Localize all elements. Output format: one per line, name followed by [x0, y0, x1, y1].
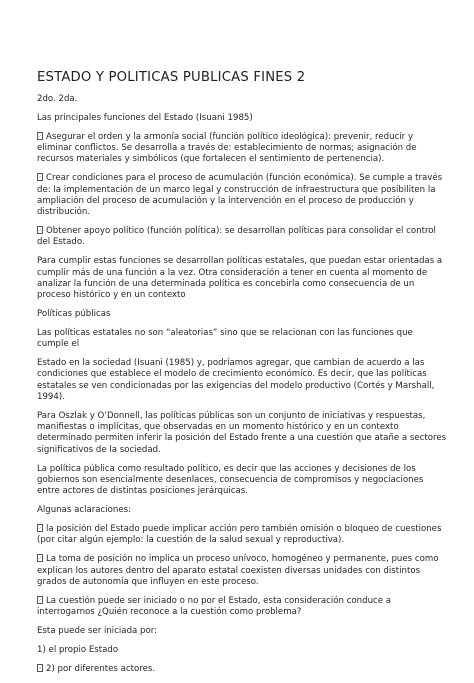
paragraph-text: La cuestión puede ser iniciado o no por el Estado, esta consideración conduce a interrogarnos ¿Quién reconoce a la cuestión como problema? [37, 595, 392, 617]
paragraph [37, 554, 447, 588]
paragraph [37, 256, 447, 301]
paragraph [37, 464, 447, 498]
paragraph-text: Crear condiciones para el proceso de acumulación (función económica). Se cumple a través de: la implementación de un marco legal y construcción de infraestructura que posibiliten la ampliación del proceso de acumulación y la intervención en el proceso de producción y distribución. [37, 173, 443, 218]
paragraph-text: Para Oszlak y O’Donnell, las políticas públicas son un conjunto de iniciativas y respuestas, manifiestas o implícitas, que observadas en un momento histórico y en un contexto determinado permiten inferir la posición del Estado frente a una cuestión que atañe a sectores significativos de la sociedad. [37, 410, 447, 455]
document-content [37, 70, 447, 683]
paragraph-text: Algunas aclaraciones: [37, 505, 132, 516]
missing-glyph-icon [37, 132, 43, 140]
paragraph [37, 411, 447, 456]
paragraph [37, 328, 447, 351]
missing-glyph-icon [37, 554, 43, 562]
paragraph-text: Esta puede ser iniciada por: [37, 625, 158, 636]
paragraph-text: Las principales funciones del Estado (Isuani 1985) [37, 112, 253, 123]
paragraph-text: 2) por diferentes actores. [46, 663, 156, 674]
paragraph [37, 358, 447, 403]
paragraph-text: Asegurar el orden y la armonía social (función político ideológica): prevenir, reducir y eliminar conflictos. Se desarrolla a través de: establecimiento de normas; asignación de recursos materiales y simbólicos (que fortalecen el sentimiento de pertenencia). [37, 131, 417, 165]
paragraph-text: Las políticas estatales no son “aleatorias” sino que se relacionan con las funciones que cumple el [37, 327, 413, 350]
paragraph [37, 596, 447, 619]
missing-glyph-icon [37, 596, 43, 604]
paragraph [37, 524, 447, 547]
paragraph-text: Políticas públicas [37, 309, 111, 320]
paragraph-text: 1) el propio Estado [37, 644, 119, 655]
missing-glyph-icon [37, 226, 43, 234]
missing-glyph-icon [37, 664, 43, 672]
paragraph [37, 645, 447, 656]
paragraph [37, 113, 447, 124]
missing-glyph-icon [37, 524, 43, 532]
document-title: ESTADO Y POLITICAS PUBLICAS FINES 2 [37, 70, 306, 85]
paragraph-text: La toma de posición no implica un proceso unívoco, homogéneo y permanente, pues como explican los autores dentro del aparato estatal coexisten diversas unidades con distintos grados de autonomía que influyen en este proceso. [37, 554, 439, 587]
paragraph [37, 132, 447, 166]
section-heading [37, 309, 447, 320]
paragraph-text: Obtener apoyo político (función política): se desarrollan políticas para consolidar el control del Estado. [37, 226, 436, 248]
paragraph [37, 226, 447, 249]
paragraph [37, 94, 447, 105]
paragraph [37, 173, 447, 218]
paragraph [37, 505, 447, 516]
paragraph-text: la posición del Estado puede implicar acción pero también omisión o bloqueo de cuestiones (por citar algún ejemplo: la cuestión de la salud sexual y reproductiva). [37, 524, 442, 546]
paragraph-text: La política pública como resultado político, es decir que las acciones y decisiones de los gobiernos son esencialmente desenlaces, consecuencia de compromisos y negociaciones entre actores de distintas posiciones jerárquicas. [37, 463, 424, 497]
paragraph-text: Para cumplir estas funciones se desarrollan políticas estatales, que puedan estar orientadas a cumplir más de una función a la vez. Otra consideración a tener en cuenta al momento de analizar la función de una determinada política es concebirla como consecuencia de un proceso histórico y en un contexto [37, 256, 443, 301]
missing-glyph-icon [37, 173, 43, 181]
paragraph [37, 664, 447, 675]
paragraph-text: 2do. 2da. [37, 94, 78, 104]
paragraph-text: Estado en la sociedad (Isuani (1985) y, podríamos agregar, que cambian de acuerdo a las condiciones que establece el modelo de crecimiento económico. Es decir, que las políticas estatales se ven condicionadas por las exigencias del modelo productivo (Cortés y Marshall, 1994). [37, 358, 435, 402]
